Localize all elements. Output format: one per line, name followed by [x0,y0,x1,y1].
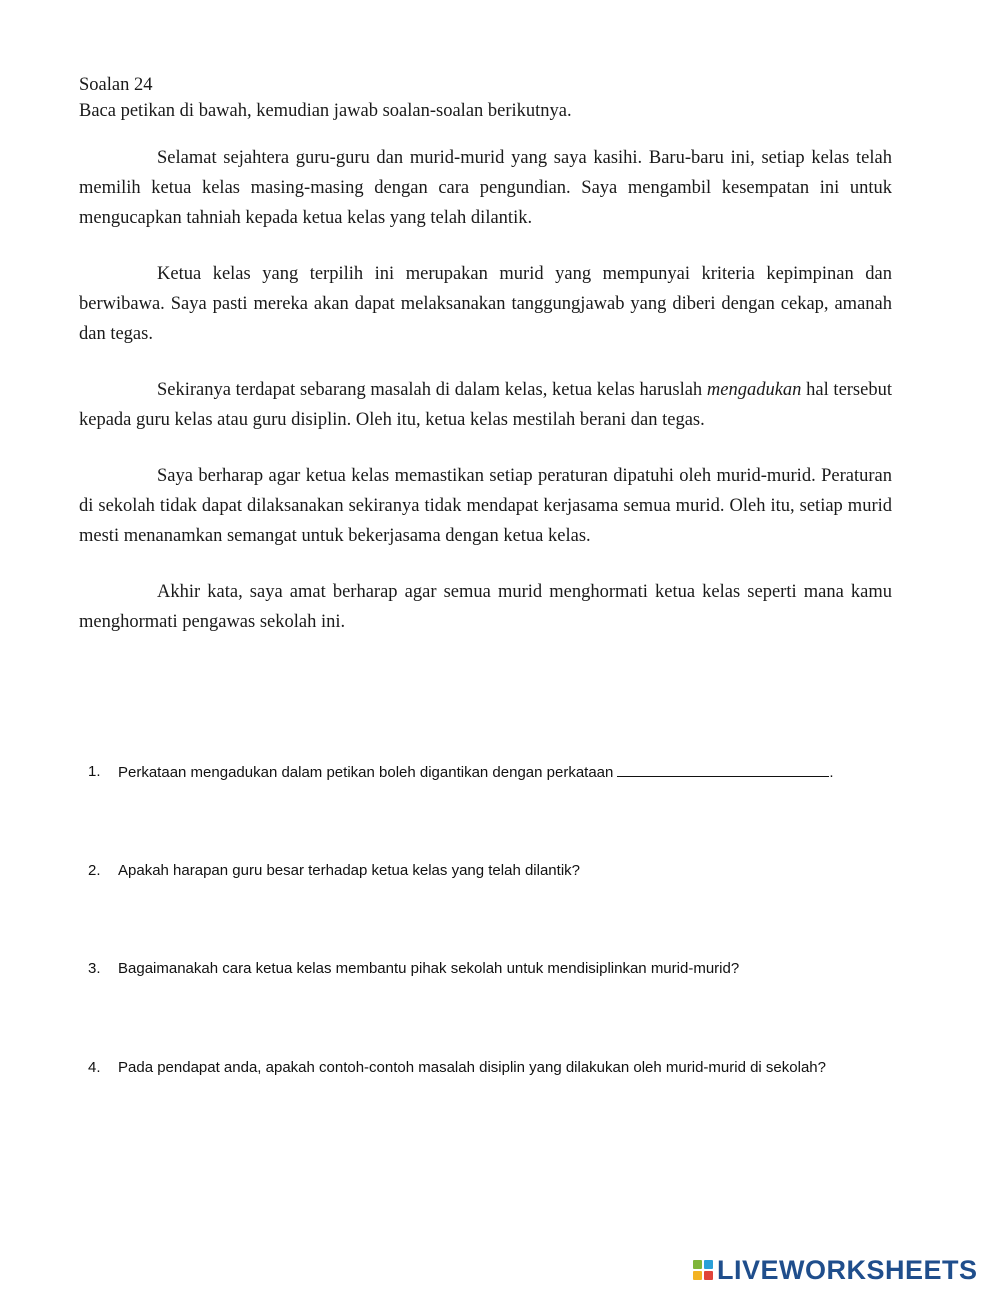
logo-square-4 [704,1271,713,1280]
question-text: Pada pendapat anda, apakah contoh-contoh masalah disiplin yang dilakukan oleh murid-murid di sekolah? [118,1059,826,1076]
logo-square-1 [693,1260,702,1269]
question-3 [88,959,908,979]
question-text: Perkataan mengadukan dalam petikan boleh digantikan dengan perkataan [118,764,614,781]
question-heading [79,72,909,124]
question-number: 1. [88,763,101,780]
question-2 [88,861,908,881]
question-number: 3. [88,960,101,977]
passage-paragraph-1: Selamat sejahtera guru-guru dan murid-murid yang saya kasihi. Baru-baru ini, setiap kelas telah memilih ketua kelas masing-masing dengan cara pengundian. Saya mengambil kesempatan ini untuk mengucapkan tahniah kepada ketua kelas yang telah dilantik. [79,148,892,228]
logo-square-3 [693,1271,702,1280]
passage-italic-word: mengadukan [706,380,802,400]
passage-paragraph-5: Akhir kata, saya amat berharap agar semua murid menghormati ketua kelas seperti mana kamu menghormati pengawas sekolah ini. [79,582,892,632]
logo-text: LIVEWORKSHEETS [717,1254,978,1285]
question-number: 2. [88,862,101,879]
question-text: Bagaimanakah cara ketua kelas membantu pihak sekolah untuk mendisiplinkan murid-murid? [118,960,740,977]
question-suffix: . [829,764,834,781]
logo-square-2 [704,1260,713,1269]
question-text: Apakah harapan guru besar terhadap ketua kelas yang telah dilantik? [118,862,580,879]
liveworksheets-logo [693,1256,978,1284]
answer-blank[interactable] [617,762,829,777]
passage-p3-end: hal tersebut kepada guru kelas atau guru disiplin. Oleh itu, ketua kelas mestilah berani dan tegas. [79,380,892,430]
passage-paragraph-4: Saya berharap agar ketua kelas memastikan setiap peraturan dipatuhi oleh murid-murid. Peraturan di sekolah tidak dapat dilaksanakan sekiranya tidak mendapat kerjasama semua murid. Oleh itu, setiap murid mesti menanamkan semangat untuk bekerjasama dengan ketua kelas. [79,466,892,546]
question-title: Soalan 24 [79,75,153,95]
question-number: 4. [88,1059,101,1076]
passage-p3-start: Sekiranya terdapat sebarang masalah di dalam kelas, ketua kelas haruslah [157,380,703,400]
question-1 [88,762,908,783]
logo-mark-icon [693,1260,713,1280]
passage-paragraph-2: Ketua kelas yang terpilih ini merupakan murid yang mempunyai kriteria kepimpinan dan berwibawa. Saya pasti mereka akan dapat melaksanakan tanggungjawab yang diberi dengan cekap, amanah dan tegas. [79,264,892,344]
passage-paragraph-3 [79,375,892,435]
question-instruction: Baca petikan di bawah, kemudian jawab soalan-soalan berikutnya. [79,101,572,121]
question-4 [88,1058,908,1078]
reading-passage [79,143,892,637]
